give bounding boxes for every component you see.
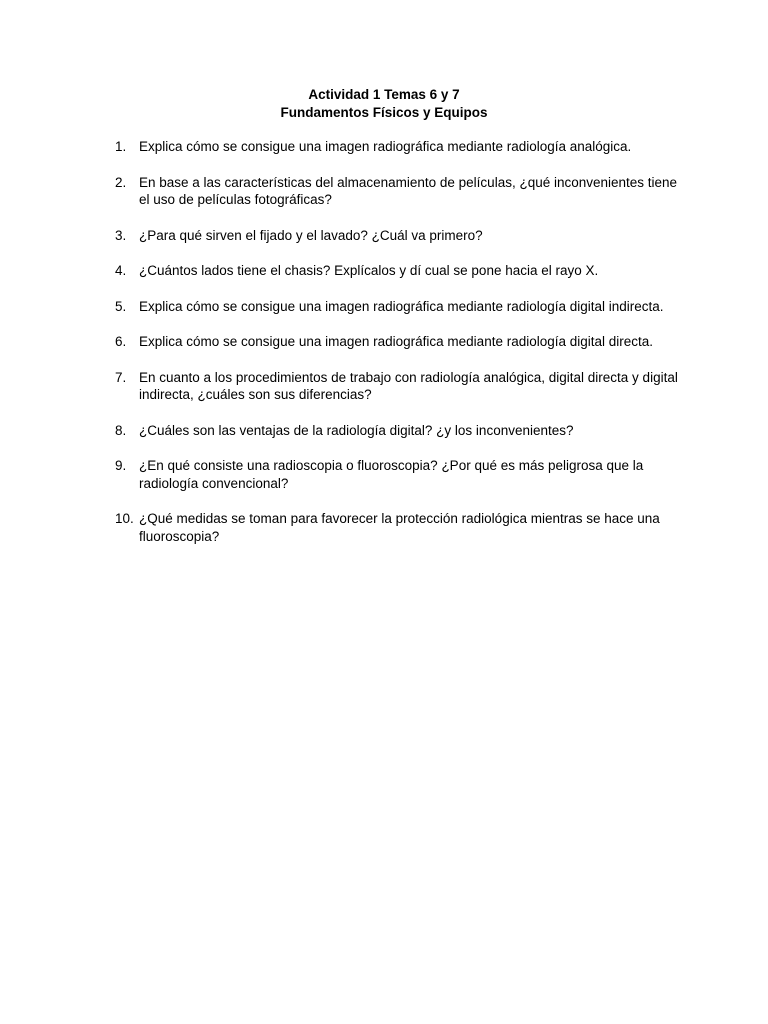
title-block [0,86,768,122]
question-text: ¿Para qué sirven el fijado y el lavado? ¿Cuál va primero? [139,227,483,243]
question-list [0,138,768,563]
question-item [0,422,679,440]
question-item [0,457,679,492]
question-item [0,369,679,404]
question-number: 6. [115,334,127,349]
question-item [0,262,679,280]
question-number: 8. [115,422,127,438]
question-number: 3. [115,227,127,243]
question-text: Explica cómo se consigue una imagen radiográfica mediante radiología analógica. [139,139,632,154]
question-text: Explica cómo se consigue una imagen radiográfica mediante radiología digital indirecta. [139,298,664,314]
question-number: 5. [115,298,127,314]
question-number: 9. [115,458,127,473]
question-item [0,174,679,209]
question-number: 1. [115,139,127,154]
question-item [0,510,679,545]
document-subtitle: Fundamentos Físicos y Equipos [280,105,488,120]
question-item [0,138,679,156]
question-item [0,227,679,245]
question-number: 7. [115,369,127,385]
question-text: ¿Qué medidas se toman para favorecer la protección radiológica mientras se hace una fluoroscopia? [139,511,660,544]
question-number: 10. [115,511,134,526]
question-text: En cuanto a los procedimientos de trabajo con radiología analógica, digital directa y digital indirecta, ¿cuáles son sus diferencias? [139,369,678,402]
question-text: ¿Cuáles son las ventajas de la radiología digital? ¿y los inconvenientes? [139,422,574,438]
question-text: ¿En qué consiste una radioscopia o fluoroscopia? ¿Por qué es más peligrosa que la radiología convencional? [139,458,644,491]
question-number: 4. [115,263,127,278]
question-item [0,298,679,316]
question-item [0,333,679,351]
document-title: Actividad 1 Temas 6 y 7 [308,87,460,102]
question-number: 2. [115,174,127,190]
question-text: En base a las características del almacenamiento de películas, ¿qué inconvenientes tiene el uso de películas fotográficas? [139,174,678,207]
question-text: Explica cómo se consigue una imagen radiográfica mediante radiología digital directa. [139,334,654,349]
question-text: ¿Cuántos lados tiene el chasis? Explícalos y dí cual se pone hacia el rayo X. [139,263,599,278]
